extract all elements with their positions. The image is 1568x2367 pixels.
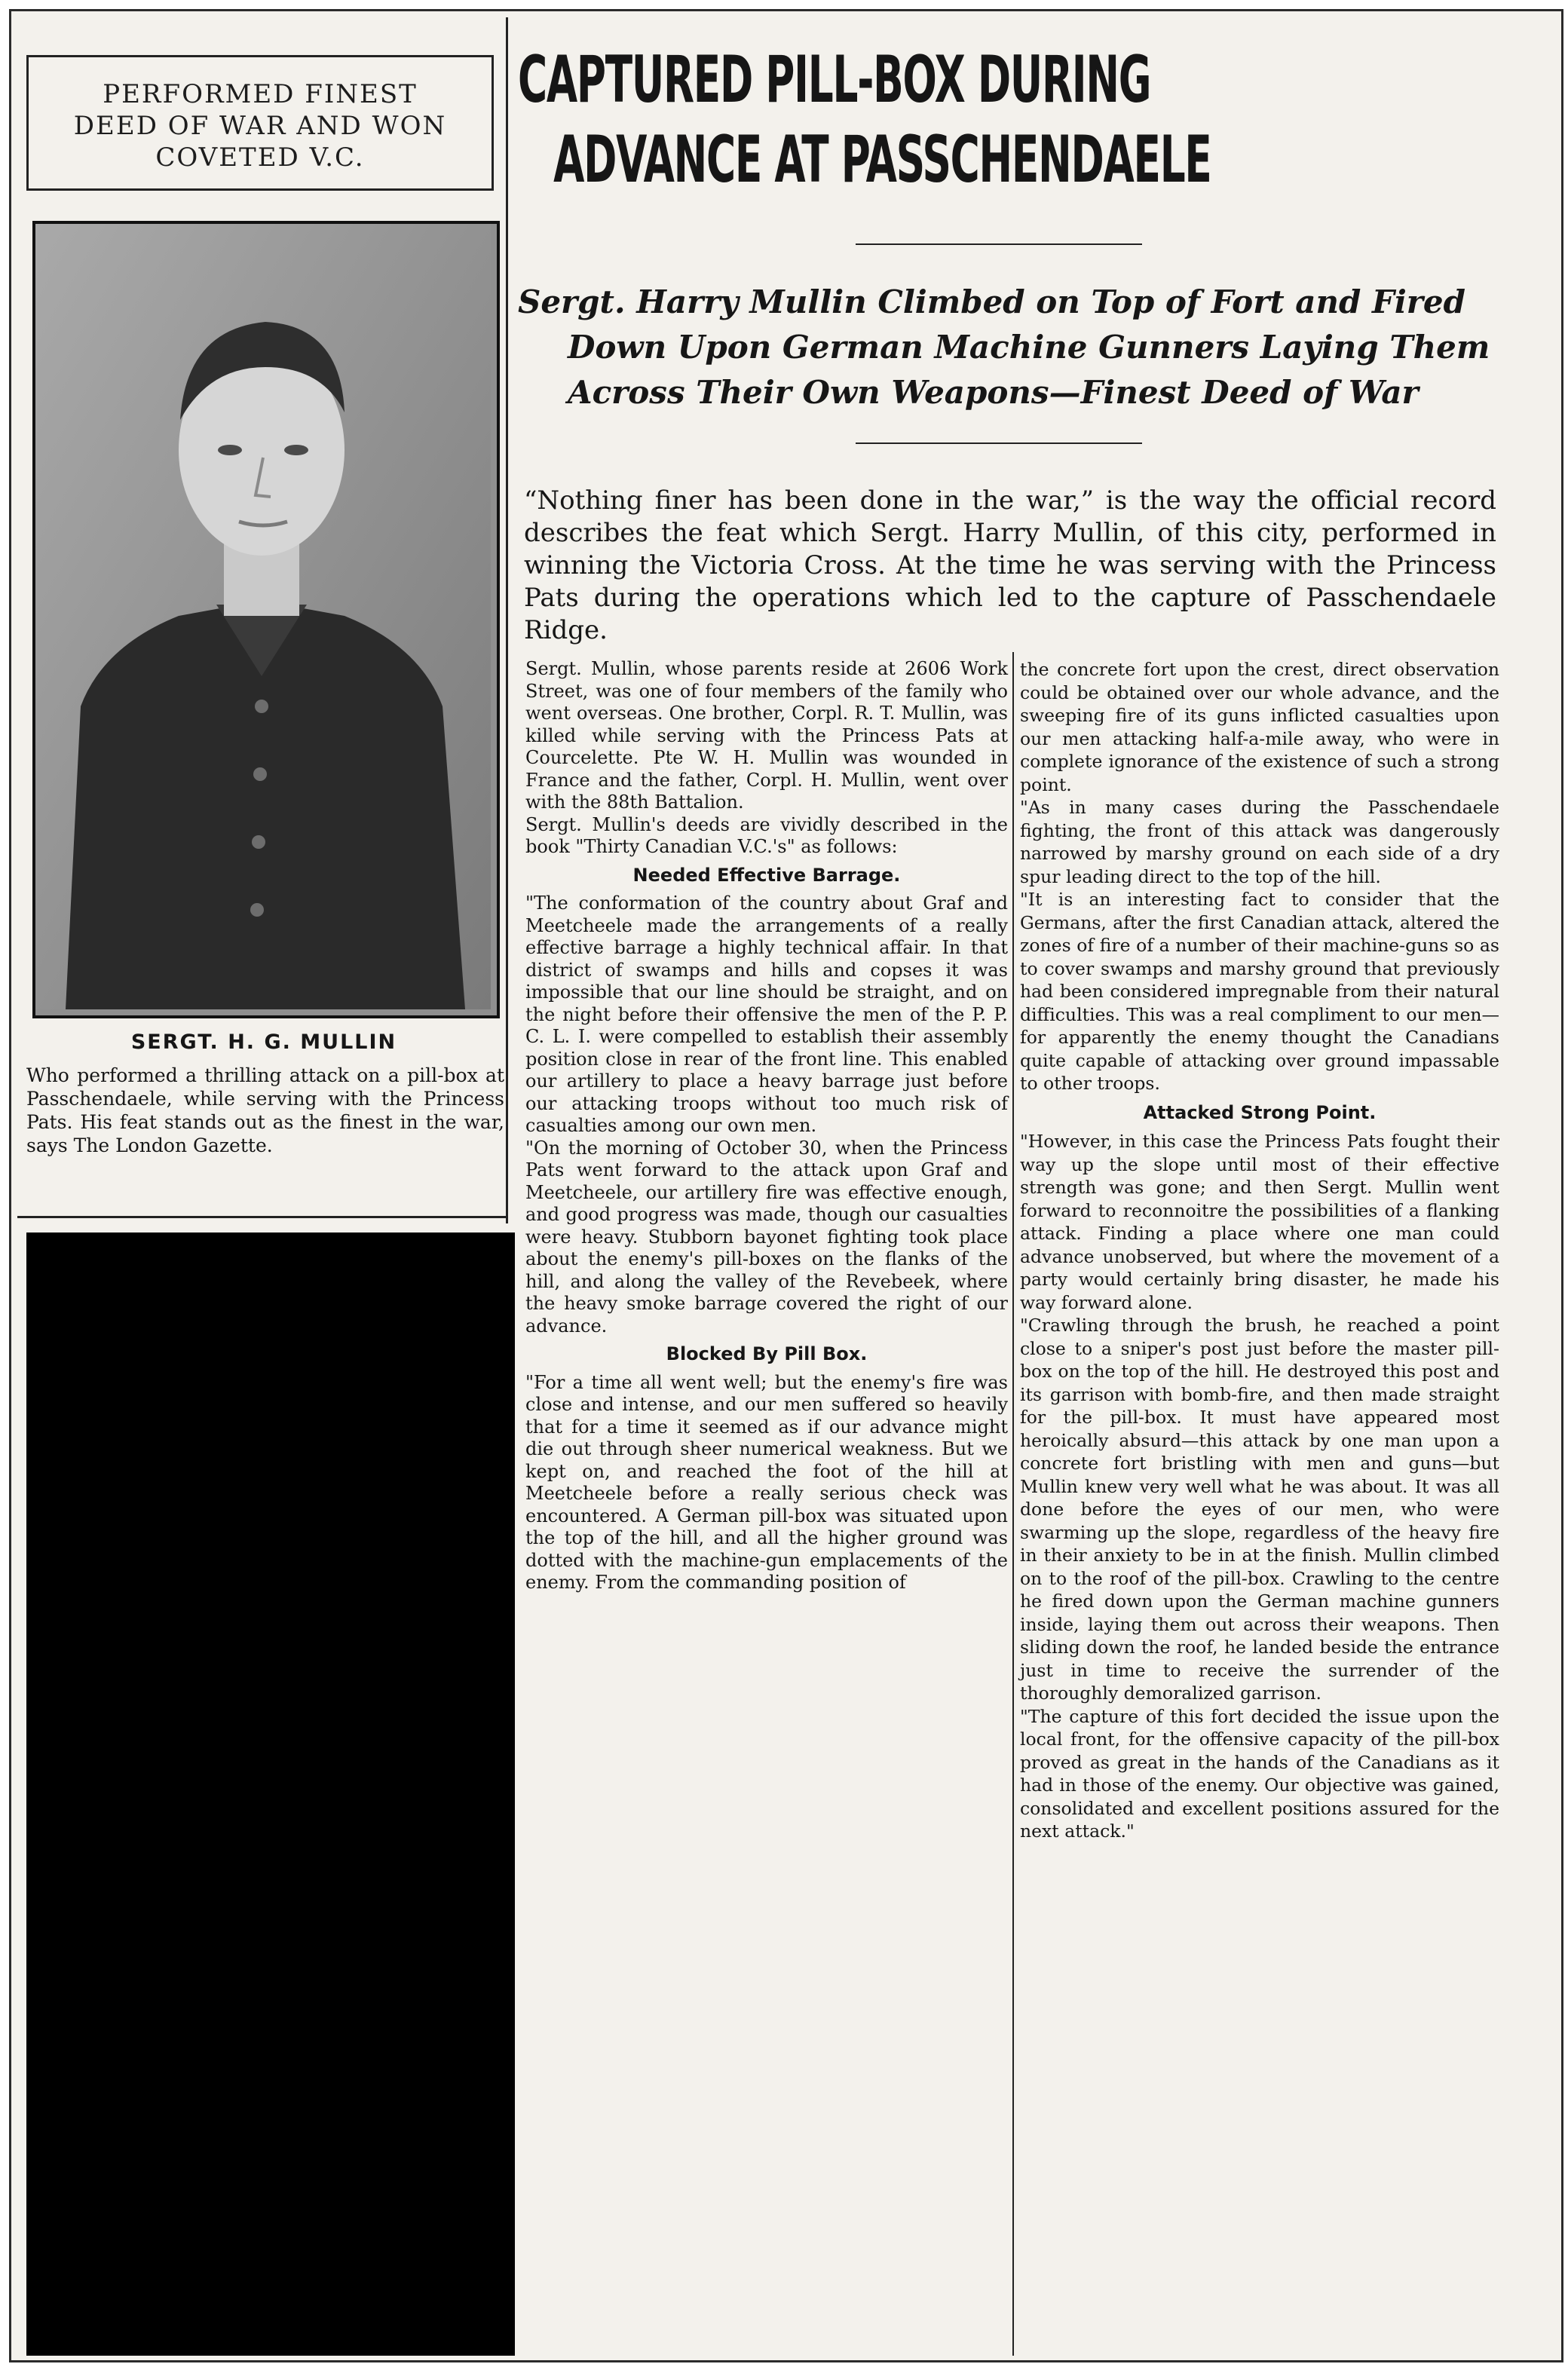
- section-subhead: Needed Effective Barrage.: [632, 864, 901, 886]
- headline-divider: [856, 243, 1142, 245]
- headline-line-1: CAPTURED PILL-BOX DURING: [518, 42, 1151, 118]
- headline-line-2: ADVANCE AT PASSCHENDAELE: [553, 122, 1211, 198]
- newspaper-clipping: [9, 9, 1563, 2362]
- subheadline: [518, 280, 1504, 415]
- section-subhead: Blocked By Pill Box.: [666, 1343, 868, 1364]
- article-column-1: [525, 658, 1008, 1594]
- deck-divider: [856, 442, 1142, 444]
- body-paragraph: "However, in this case the Princess Pats fought their way up the slope until most of their effective strength was gone; and then Sergt. Mullin went forward to reconnoitre the possibilities of a flanking attack. Finding a place where one man could advance unobserved, but where the movement of a party would certainly bring disaster, he made his way forward alone.: [1020, 1131, 1499, 1313]
- body-paragraph: the concrete fort upon the crest, direct observation could be obtained over our whole advance, and the sweeping fire of its guns inflicted casualties upon our men attacking half-a-mile away, who were in complete ignorance of the existence of such a strong point.: [1020, 659, 1499, 795]
- lead-paragraph: “Nothing finer has been done in the war,” is the way the official record describes the feat which Sergt. Harry Mullin, of this city, performed in winning the Victoria Cross. At the time he was serving with the Princess Pats during the operations which led to the capture of Passchendaele Ridge.: [524, 485, 1496, 645]
- body-paragraph: "As in many cases during the Passchendaele fighting, the front of this attack was dangerously narrowed by marshy ground on each side of a dry spur leading direct to the top of the hill.: [1020, 797, 1499, 887]
- portrait-photo: [32, 221, 500, 1018]
- redacted-block: [26, 1232, 515, 2356]
- column-rule-left: [506, 17, 508, 1223]
- subheadline-line-3: Across Their Own Weapons—Finest Deed of War: [568, 374, 1419, 411]
- photo-caption-text: Who performed a thrilling attack on a pill-box at Passchendaele, while serving with the Princess Pats. His feat stands out as the finest in the war, says The London Gazette.: [26, 1064, 504, 1156]
- kicker-box: [26, 55, 494, 191]
- left-column-bottom-rule: [17, 1216, 506, 1218]
- body-paragraph: "The conformation of the country about Graf and Meetcheele made the arrangements of a really effective barrage a highly technical affair. In that district of swamps and hills and copses it was impossible that our line should be straight, and on the night before their offensive the men of the P. P. C. L. I. were compelled to establish their assembly position close in rear of the front line. This enabled our artillery to place a heavy barrage just before our attacking troops without too much risk of casualties among our own men.: [525, 893, 1008, 1136]
- subheadline-line-1: Sergt. Harry Mullin Climbed on Top of Fort and Fired: [518, 283, 1466, 320]
- section-subhead: Attacked Strong Point.: [1143, 1101, 1377, 1123]
- article-column-2: [1020, 658, 1499, 1843]
- body-paragraph: "It is an interesting fact to consider that the Germans, after the first Canadian attack, altered the zones of fire of a number of their machine-guns so as to cover swamps and marshy ground that previously had been considered impregnable from their natural difficulties. This was a real compliment to our men—for apparently the enemy thought the Canadians quite capable of attacking over ground impassable to other troops.: [1020, 889, 1499, 1094]
- column-rule-right: [1012, 652, 1014, 2356]
- body-paragraph: Sergt. Mullin, whose parents reside at 2606 Work Street, was one of four members of the family who went overseas. One brother, Corpl. R. T. Mullin, was killed while serving with the Princess Pats at Courcelette. Pte W. H. Mullin was wounded in France and the father, Corpl. H. Mullin, went over with the 88th Battalion.: [525, 658, 1008, 813]
- soldier-portrait-illustration: [35, 224, 491, 1009]
- body-paragraph: "The capture of this fort decided the issue upon the local front, for the offensive capacity of the pill-box proved as great in the hands of the Canadians as it had in those of the enemy. Our objective was gained, consolidated and excellent positions assured for the next attack.": [1020, 1705, 1499, 1842]
- kicker-line: DEED OF WAR AND WON: [73, 111, 447, 141]
- body-paragraph: "For a time all went well; but the enemy's fire was close and intense, and our men suffered so heavily that for a time it seemed as if our advance might die out through sheer numerical weakness. But we kept on, and reached the foot of the hill at Meetcheele before a really serious check was encountered. A German pill-box was situated upon the top of the hill, and all the higher ground was dotted with the machine-gun emplacements of the enemy. From the commanding position of: [525, 1371, 1008, 1593]
- body-paragraph: Sergt. Mullin's deeds are vividly described in the book "Thirty Canadian V.C.'s" as follows:: [525, 813, 1008, 857]
- body-paragraph: "On the morning of October 30, when the Princess Pats went forward to the attack upon Graf and Meetcheele, our artillery fire was effective enough, and good progress was made, though our casualties were heavy. Stubborn bayonet fighting took place about the enemy's pill-boxes on the flanks of the hill, and along the valley of the Revebeek, where the heavy smoke barrage covered the right of our advance.: [525, 1137, 1008, 1337]
- headline: [518, 40, 1508, 200]
- kicker-line: PERFORMED FINEST: [103, 79, 418, 109]
- body-paragraph: "Crawling through the brush, he reached a point close to a sniper's post just before the master pill-box on the top of the hill. He destroyed this post and its garrison with bomb-fire, and then made straight for the pill-box. It must have appeared most heroically absurd—this attack by one man upon a concrete fort bristling with men and guns—but Mullin knew very well what he was about. It was all done before the eyes of our men, who were swarming up the slope, regardless of the heavy fire in their anxiety to be in at the finish. Mullin climbed on to the roof of the pill-box. Crawling to the centre he fired down upon the German machine gunners inside, laying them out across their weapons. Then sliding down the roof, he landed beside the entrance just in time to receive the surrender of the thoroughly demoralized garrison.: [1020, 1315, 1499, 1704]
- kicker-line: COVETED V.C.: [155, 142, 365, 173]
- photo-caption-name: SERGT. H. G. MULLIN: [130, 1030, 397, 1054]
- subheadline-line-2: Down Upon German Machine Gunners Laying Them: [568, 329, 1490, 366]
